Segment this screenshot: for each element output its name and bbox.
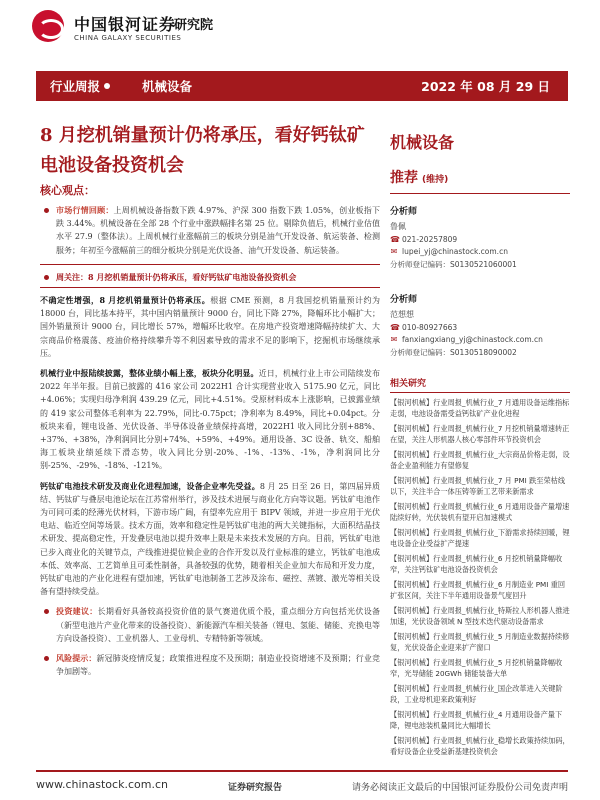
analyst-1-phone-row [390,235,570,244]
divider [40,264,380,265]
related-research-item[interactable]: 【银河机械】行业周报_机械行业_7 月挖机销量增速转正在望，关注人形机器人核心零部件环节投资机会 [390,424,570,444]
rating-row [390,167,570,187]
analyst-2-email-row [390,335,570,344]
focus-2-text: 近日，机械行业上市公司陆续发布 2022 年半年报。目前已披露的 416 家公司 2022H1 合计实现营业收入 5175.90 亿元，同比+4.06%；实现归母净利润 439.29 亿元，同比+4.51%。受原材料成本上涨影响，已披露业绩的 419 家公司整体毛利率为 22.79%，同比-0.75pct；净利率为 8.49%，同比+0.04pct。分板块来看，锂电设备、光伏设备、半导体设备业绩保持高增，2022H1 收入同比分别+88%、+37%、+38%，净利润同比分别+74%、+59%、+49%。通用设备、3C 设备、轨交、船舶海工板块业绩延续下滑态势，收入同比分别-20%、-1%、-13%、-1%，净利润同比分别-25%、-29%、-18%、-121%。 [40,369,381,471]
related-research-item[interactable]: 【银河机械】行业周报_机械行业_7 月 PMI 跌至荣枯线以下，关注半合一体压铸等新工艺带来新需求 [390,476,566,496]
core-viewpoint-label: 核心观点： [40,184,95,197]
divider [40,287,380,288]
related-research-item[interactable]: 【银河机械】行业周报_机械行业_下游需求持续回暖，锂电设备企业受益扩产提速 [390,528,570,548]
related-research-item[interactable]: 【银河机械】行业周报_机械行业_稳增长政策持续加码，看好设备企业受益新基建投资机会 [390,736,570,756]
related-research-item[interactable]: 【银河机械】行业周报_机械行业_大宗商品价格走弱，设备企业盈利能力有望修复 [390,450,570,470]
focus-1-lead: 不确定性增强，8 月挖机销量预计仍将承压。 [40,295,211,306]
investment-advice-paragraph [40,605,380,645]
sector-name: 机械设备 [390,133,455,152]
analyst-2-phone-row [390,323,570,332]
email-icon: ✉ [390,334,398,344]
related-research-item[interactable]: 【银河机械】行业周报_机械行业_6 月通用设备产量增速陆续好转，光伏装机有望开启加速模式 [390,502,570,522]
investment-advice-text: 长期看好具备较高投资价值的景气赛道优质个股，重点细分方向包括光伏设备（新型电池片产业化带来的设备投资）、新能源汽车相关装备（锂电、氢能、储能、充换电等方向设备投资）、工业机器人、工业母机、专精特新等领域。 [56,607,381,643]
analyst-1-phone: 021-20257809 [402,235,458,244]
related-research-item[interactable]: 【银河机械】行业周报_机械行业_5 月制造业数据持续修复，光伏设备企业迎来扩产窗口 [390,632,570,652]
right-sidebar [390,130,570,757]
analyst-1-email-row [390,247,570,256]
footer-website[interactable]: www.chinastock.com.cn [36,778,168,791]
analyst-heading-2: 分析师 [390,295,418,305]
analyst-2-email[interactable]: fanxiangxiang_yj@chinastock.com.cn [402,335,543,344]
related-research-item[interactable]: 【银河机械】行业周报_机械行业_6 月挖机销量降幅收窄，关注钙钛矿电池设备投资机会 [390,554,563,574]
risk-warning-paragraph [40,652,380,678]
company-logo [32,6,232,46]
footer-disclaimer: 请务必阅读正文最后的中国银河证券股份公司免责声明 [351,783,568,793]
main-body [40,204,380,686]
analyst-1-name: 鲁佩 [390,222,406,231]
institute-label: 研究院 [174,18,214,33]
market-review-paragraph [40,204,380,257]
analyst-2-cert: 分析师登记编码：S0130518090002 [390,348,517,357]
related-research-heading: 相关研究 [390,376,570,393]
report-date: 2022 年 08 月 29 日 [421,79,550,94]
page-footer [36,770,568,793]
related-research-item[interactable]: 【银河机械】行业周报_机械行业_5 月挖机销量降幅收窄，光导储能 20GWh 储能装备大单 [390,658,563,678]
related-research-list [390,397,570,757]
rating-label: 推荐 [390,170,418,186]
related-research-item[interactable]: 【银河机械】行业周报_机械行业_特斯拉人形机器人推进加速，光伏设备领域 N 型技术迭代驱动设备需求 [390,606,570,626]
divider [390,193,570,194]
focus-3-text: 8 月 25 日至 26 日，第四届异质结、钙钛矿与叠层电池论坛在江苏常州举行，涉及技术进展与商业化方向等议题。钙钛矿电池作为可同可柔的经薄光伏材料，下游市场广阔，有望率先应用于 BIPV 领域，并进一步应用于光伏电站、临近空间等场景。技术方面，效率和稳定性是钙钛矿电池的两大关键指标，大面积结晶技术研发、提高稳定性，开发叠层电池以提升效率上限是未来技术发展的方向。目前，钙钛矿电池已步入商业化的关键节点，产线推进提位候企业的合作开发以及行业标准的建立，钙钛矿电池成本低、效率高、工艺简单且可柔性制备，具备较强的优势，随着相关企业加大布局和开发力度，钙钛矿电池的产业化进程有望加速，钙钛矿电池制备工艺涉及涂布、磁控、蒸镀、激光等相关设备有望持续受益。 [40,481,380,597]
focus-paragraph-1 [40,294,380,360]
analyst-1-email[interactable]: lupei_yj@chinastock.com.cn [402,247,508,256]
risk-warning-text: 新冠肺炎疫情反复；政策推进程度不及预期；制造业投资增速不及预期；行业竞争加剧等。 [56,654,380,677]
report-banner [36,71,568,101]
industry-label: 机械设备 [142,79,193,94]
focus-3-lead: 钙钛矿电池技术研发及商业化进程加速，设备企业率先受益。 [40,480,260,491]
report-type: 行业周报 [50,79,101,94]
analyst-2-name: 范想想 [390,310,414,319]
related-research-item[interactable]: 【银河机械】行业周报_机械行业_6 月制造业 PMI 重回扩张区间，关注下半年通用设备景气度回升 [390,580,566,600]
footer-business: 证券研究报告 [228,783,283,793]
logo-cn-text: 中国银河证券 [74,15,177,34]
logo-en-text: CHINA GALAXY SECURITIES [74,34,182,42]
focus-paragraph-3 [40,480,380,599]
phone-icon: ☎ [390,234,400,244]
analyst-2-phone: 010-80927663 [402,323,458,332]
galaxy-logo-icon [32,10,64,42]
related-research-item[interactable]: 【银河机械】行业周报_机械行业_国企改革进入关键阶段，工业母机迎来政策利好 [390,684,563,704]
investment-advice-label: 投资建议： [56,606,98,617]
focus-paragraph-2 [40,367,380,473]
focus-1-text: 根据 CME 预测，8 月我国挖机销量预计约为 18000 台，同比基本持平，其中国内销量预计 9000 台，同比下降 27%，降幅环比小幅扩大；国外销量预计 9000 台，同比增长 57%，增幅环比收窄。在房地产投资增速降幅持续扩大、大宗商品价格震荡、疫油价格持续攀升等不利因素导致的需求不足的影响下，挖掘机市场继续承压。 [40,296,380,358]
related-research-item[interactable]: 【银河机械】行业周报_机械行业_7 月通用设备运维指标走弱，电池设备需受益钙钛矿产业化进程 [390,398,570,418]
rating-status: (维持) [422,175,449,185]
market-review-text: 上周机械设备指数下跌 4.97%、沪深 300 指数下跌 1.05%，创业板指下跌 3.44%。机械设备在全部 28 个行业中涨跌幅排名第 25 位。剔除负值后，机械行业估值水平 27.9（整体法）。上周机械行业涨幅前三的板块分别是油气开发设备、航运装备、检测服务；年初至今涨幅前三的细分板块分别是光伏设备、油气开发设备、航运装备。 [56,206,380,255]
analyst-1-cert: 分析师登记编码：S0130521060001 [390,260,517,269]
phone-icon: ☎ [390,322,400,332]
risk-warning-label: 风险提示： [56,653,97,664]
bullet-icon [104,83,110,89]
focus-2-lead: 机械行业中报陆续披露，整体业绩小幅上涨，板块分化明显。 [40,368,259,379]
analyst-heading: 分析师 [390,207,418,217]
report-title: 8 月挖机销量预计仍将承压，看好钙钛矿电池设备投资机会 [40,125,365,176]
email-icon: ✉ [390,246,398,256]
market-review-label: 市场行情回顾： [56,205,114,215]
weekly-focus-heading: 周关注：8 月挖机销量预计仍将承压，看好钙钛矿电池设备投资机会 [40,271,380,284]
related-research-item[interactable]: 【银河机械】行业周报_机械行业_4 月通用设备产量下降，锂电池装机量同比大幅增长 [390,710,563,730]
